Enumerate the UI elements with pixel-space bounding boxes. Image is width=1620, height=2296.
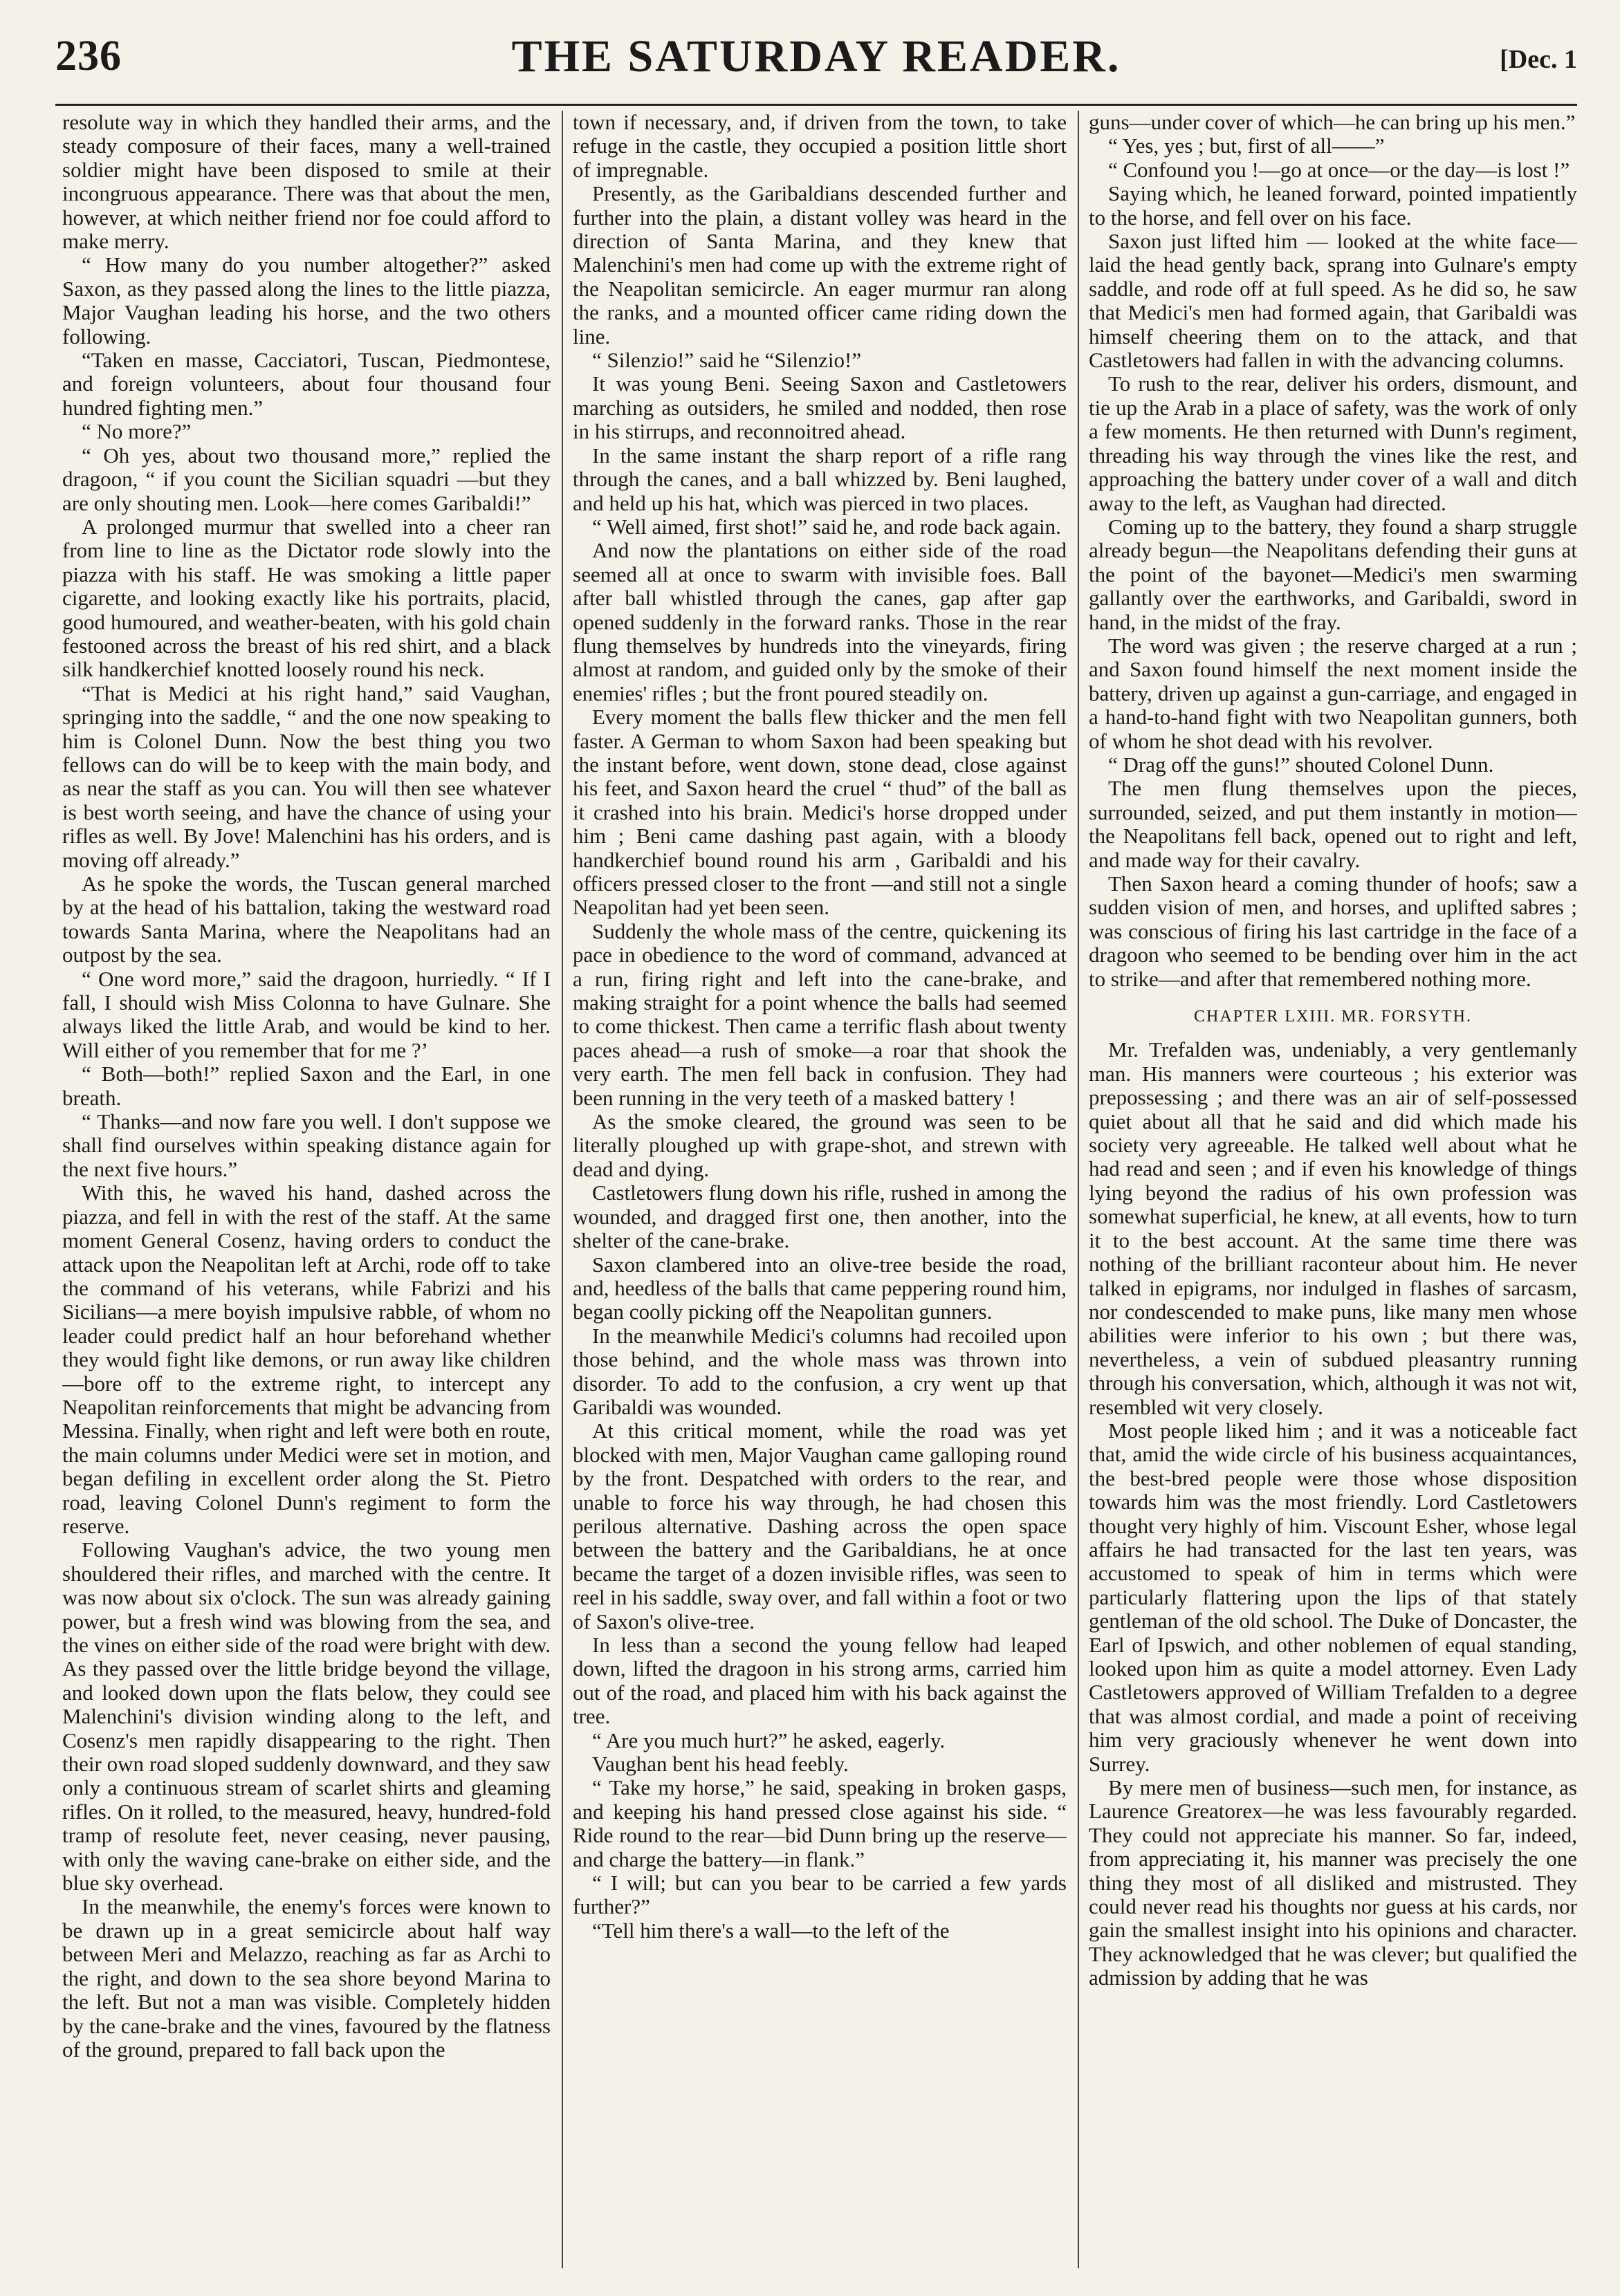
- paragraph: town if necessary, and, if driven from the town, to take refuge in the castle, they occupied a position little short of impregnable.: [573, 111, 1067, 182]
- paragraph: “ Drag off the guns!” shouted Colonel Dunn.: [1108, 752, 1494, 777]
- paragraph: As the smoke cleared, the ground was seen to be literally ploughed up with grape-shot, and strewn with dead and dying.: [573, 1109, 1067, 1181]
- paragraph: Vaughan bent his head feebly.: [592, 1752, 849, 1777]
- column-3-new-chapter: [1089, 1038, 1577, 1990]
- paragraph: “Taken en masse, Cacciatori, Tuscan, Piedmontese, and foreign volunteers, about four thousand four hundred fighting men.”: [62, 348, 551, 420]
- newspaper-title: THE SATURDAY READER.: [511, 31, 1121, 82]
- paragraph: By mere men of business—such men, for instance, as Laurence Greatorex—he was less favourably regarded. They could not appreciate his manner. So far, indeed, from appreciating it, his manner was precisely the one thing they most of all disliked and mistrusted. They could never read his thoughts nor guess at his cards, nor gain the smallest insight into his opinions and character. They acknowledged that he was clever; but qualified the admission by adding that he was: [1089, 1775, 1577, 1990]
- paragraph: To rush to the rear, deliver his orders, dismount, and tie up the Arab in a place of safety, was the work of only a few moments. He then returned with Dunn's regiment, threading his way through the vines like the rest, and approaching the battery under cover of a wall and ditch away to the left, as Vaughan had directed.: [1089, 371, 1577, 515]
- column-3: [1089, 111, 1577, 2275]
- paragraph: Then Saxon heard a coming thunder of hoofs; saw a sudden vision of men, and horses, and uplifted sabres ; was conscious of firing his last cartridge in the face of a dragoon who seemed to be bending over him in the act to strike—and after that remembered nothing more.: [1089, 871, 1577, 991]
- paragraph: “ Yes, yes ; but, first of all——”: [1108, 133, 1385, 158]
- paragraph: “ Oh yes, about two thousand more,” replied the dragoon, “ if you count the Sicilian squadri —but they are only shouting men. Look—here comes Garibaldi!”: [62, 443, 551, 515]
- column-divider: [1078, 111, 1079, 2268]
- paragraph: Coming up to the battery, they found a sharp struggle already begun—the Neapolitans defending their guns at the point of the bayonet—Medici's men swarming gallantly over the earthworks, and Garibaldi, sword in hand, in the midst of the fray.: [1089, 514, 1577, 634]
- paragraph: Castletowers flung down his rifle, rushed in among the wounded, and dragged first one, then another, into the shelter of the cane-brake.: [573, 1181, 1067, 1253]
- paragraph: As he spoke the words, the Tuscan general marched by at the head of his battalion, taking the westward road towards Santa Marina, where the Neapolitans had an outpost by the sea.: [62, 871, 551, 968]
- paragraph: “Tell him there's a wall—to the left of the: [592, 1918, 950, 1943]
- paragraph: In less than a second the young fellow had leaped down, lifted the dragoon in his strong arms, carried him out of the road, and placed him with his back against the tree.: [573, 1633, 1067, 1729]
- paragraph: “ No more?”: [82, 419, 192, 444]
- paragraph: Every moment the balls flew thicker and the men fell faster. A German to whom Saxon had been speaking but the instant before, went down, stone dead, close against his feet, and Saxon heard the cruel “ thud” of the ball as it crashed into his brain. Medici's horse dropped under him ; Beni came dashing past again, with a bloody handkerchief bound round his arm , Garibaldi and his officers pressed closer to the front —and still not a single Neapolitan had yet been seen.: [573, 705, 1067, 920]
- paragraph: And now the plantations on either side of the road seemed all at once to swarm with invisible foes. Ball after ball whistled through the canes, gap after gap opened suddenly in the forward ranks. Those in the rear flung themselves by hundreds into the vineyards, firing almost at random, and guided only by the smoke of their enemies' rifles ; but the front poured steadily on.: [573, 538, 1067, 705]
- paragraph: The men flung themselves upon the pieces, surrounded, seized, and put them instantly in motion—the Neapolitans fell back, opened out to right and left, and made way for their cavalry.: [1089, 776, 1577, 872]
- paragraph: “ Confound you !—go at once—or the day—is lost !”: [1108, 157, 1570, 182]
- column-divider: [562, 111, 563, 2268]
- paragraph: “ How many do you number altogether?” asked Saxon, as they passed along the lines to the little piazza, Major Vaughan leading his horse, and the two others following.: [62, 252, 551, 349]
- paragraph: Following Vaughan's advice, the two young men shouldered their rifles, and marched with the centre. It was now about six o'clock. The sun was already gaining power, but a fresh wind was blowing from the sea, and the vines on either side of the road were bright with dew. As they passed over the little bridge beyond the village, and looked down upon the flats below, they could see Malenchini's division winding along to the left, and Cosenz's men rapidly disappearing to the right. Then their own road sloped suddenly downward, and they saw only a continuous stream of scarlet shirts and gleaming rifles. On it rolled, to the measured, heavy, hundred-fold tramp of resolute feet, never ceasing, never pausing, with only the waving cane-brake on either side, and the blue sky overhead.: [62, 1537, 551, 1896]
- paragraph: In the meanwhile, the enemy's forces were known to be drawn up in a great semicircle about half way between Meri and Melazzo, reaching as far as Archi to the right, and down to the sea shore beyond Marina to the left. But not a man was visible. Completely hidden by the cane-brake and the vines, favoured by the flatness of the ground, prepared to fall back upon the: [62, 1894, 551, 2062]
- paragraph: Saxon just lifted him — looked at the white face—laid the head gently back, sprang into Gulnare's empty saddle, and rode off at full speed. As he did so, he saw that Medici's men had formed again, that Garibaldi was himself cheering them on to the attack, and that Castletowers had fallen in with the advancing columns.: [1089, 229, 1577, 373]
- page-header: [55, 28, 1577, 97]
- paragraph: Most people liked him ; and it was a noticeable fact that, amid the wide circle of his business acquaintances, the best-bred people were those whose disposition towards him was the most friendly. Lord Castletowers thought very highly of him. Viscount Esher, whose legal affairs he had transacted for the last ten years, was accustomed to speak of him in terms which were particularly flattering upon the lips of that stately gentleman of the old school. The Duke of Doncaster, the Earl of Ipswich, and other noblemen of equal standing, looked upon him as quite a model attorney. Even Lady Castletowers approved of William Trefalden to a degree that was almost cordial, and made a point of receiving him very graciously whenever he went down into Surrey.: [1089, 1418, 1577, 1776]
- paragraph: It was young Beni. Seeing Saxon and Castletowers marching as outsiders, he smiled and nodded, then rose in his stirrups, and reconnoitred ahead.: [573, 371, 1067, 444]
- issue-date: [Dec. 1: [1500, 45, 1577, 74]
- paragraph: Mr. Trefalden was, undeniably, a very gentlemanly man. His manners were courteous ; his exterior was prepossessing ; and there was an air of self-possessed quiet about all that he said and did which made his society very agreeable. He talked well about what he had read and seen ; and if even his knowledge of things lying beyond the radius of his own profession was somewhat superficial, he knew, at all events, how to turn it to the best account. At the same time there was nothing of the brilliant raconteur about him. He never talked in epigrams, nor indulged in flashes of sarcasm, nor condescended to make puns, like many men whose abilities were inferior to his own ; but there was, nevertheless, a vein of subdued pleasantry running through his conversation, which, although it was not wit, resembled wit very closely.: [1089, 1037, 1577, 1419]
- paragraph: Presently, as the Garibaldians descended further and further into the plain, a distant volley was heard in the direction of Santa Marina, and they knew that Malenchini's men had come up with the extreme right of the Neapolitan semicircle. An eager murmur ran along the ranks, and a mounted officer came riding down the line.: [573, 181, 1067, 349]
- paragraph: In the same instant the sharp report of a rifle rang through the canes, and a ball whizzed by. Beni laughed, and held up his hat, which was pierced in two places.: [573, 443, 1067, 515]
- paragraph: With this, he waved his hand, dashed across the piazza, and fell in with the rest of the staff. At the same moment General Cosenz, having orders to conduct the attack upon the Neapolitan left at Archi, rode off to take the command of his veterans, while Fabrizi and his Sicilians—a mere boyish impulsive rabble, of whom no leader could predict half an hour beforehand whether they would fight like demons, or run away like children—bore off to the extreme right, to intercept any Neapolitan reinforcements that might be advancing from Messina. Finally, when right and left were both en route, the main columns under Medici were set in motion, and began defiling in excellent order along the St. Pietro road, leaving Colonel Dunn's regiment to form the reserve.: [62, 1181, 551, 1538]
- paragraph: “ Silenzio!” said he “Silenzio!”: [592, 348, 862, 373]
- column-1: [62, 111, 551, 2275]
- paragraph: resolute way in which they handled their arms, and the steady composure of their faces, many a well-trained soldier might have been disposed to smile at their incongruous appearance. There was that about the men, however, at which neither friend nor foe could afford to make merry.: [62, 111, 551, 254]
- paragraph: “ Take my horse,” he said, speaking in broken gasps, and keeping his hand pressed close against his side. “ Ride round to the rear—bid Dunn bring up the reserve—and charge the battery—in flank.”: [573, 1775, 1067, 1871]
- chapter-heading: CHAPTER LXIII. MR. FORSYTH.: [1193, 1008, 1473, 1026]
- paragraph: A prolonged murmur that swelled into a cheer ran from line to line as the Dictator rode slowly into the piazza with his staff. He was smoking a little paper cigarette, and looking exactly like his portraits, placid, good humoured, and weather-beaten, with his gold chain festooned across the breast of his red shirt, and a black silk handkerchief knotted loosely round his neck.: [62, 514, 551, 682]
- paragraph: At this critical moment, while the road was yet blocked with men, Major Vaughan came galloping round by the front. Despatched with orders to the rear, and unable to force his way through, he had chosen this perilous alternative. Dashing across the open space between the battery and the Garibaldians, he at once became the target of a dozen invisible rifles, was seen to reel in his saddle, sway over, and fall within a foot or two of Saxon's olive-tree.: [573, 1418, 1067, 1633]
- paragraph: Saxon clambered into an olive-tree beside the road, and, heedless of the balls that came peppering round him, began coolly picking off the Neapolitan gunners.: [573, 1252, 1067, 1324]
- header-rule: [55, 104, 1577, 106]
- paragraph: “ Well aimed, first shot!” said he, and rode back again.: [592, 514, 1061, 539]
- paragraph: guns—under cover of which—he can bring up his men.”: [1089, 111, 1576, 134]
- paragraph: The word was given ; the reserve charged at a run ; and Saxon found himself the next moment inside the battery, driven up against a gun-carriage, and engaged in a hand-to-hand fight with two Neapolitan gunners, both of whom he shot dead with his revolver.: [1089, 633, 1577, 753]
- paragraph: In the meanwhile Medici's columns had recoiled upon those behind, and the whole mass was thrown into disorder. To add to the confusion, a cry went up that Garibaldi was wounded.: [573, 1323, 1067, 1419]
- paragraph: “ Both—both!” replied Saxon and the Earl, in one breath.: [62, 1062, 551, 1110]
- paragraph: Saying which, he leaned forward, pointed impatiently to the horse, and fell over on his face.: [1089, 181, 1577, 230]
- paragraph: “ I will; but can you bear to be carried a few yards further?”: [573, 1871, 1067, 1919]
- paragraph: “ One word more,” said the dragoon, hurriedly. “ If I fall, I should wish Miss Colonna to have Gulnare. She always liked the little Arab, and would be kind to her. Will either of you remember that for me ?’: [62, 966, 551, 1062]
- paragraph: “ Thanks—and now fare you well. I don't suppose we shall find ourselves within speaking distance again for the next five hours.”: [62, 1109, 551, 1181]
- paragraph: Suddenly the whole mass of the centre, quickening its pace in obedience to the word of command, advanced at a run, firing right and left into the cane-brake, and making straight for a point whence the balls had seemed to come thickest. Then came a terrific flash about twenty paces ahead—a rush of smoke—a roar that shook the very earth. The men fell back in confusion. They had been running in the very teeth of a masked battery !: [573, 918, 1067, 1110]
- paragraph: “That is Medici at his right hand,” said Vaughan, springing into the saddle, “ and the one now speaking to him is Colonel Dunn. Now the best thing you two fellows can do will be to keep with the main body, and as near the staff as you can. You will then see whatever is best worth seeing, and have the chance of using your rifles as well. By Jove! Malenchini has his orders, and is moving off already.”: [62, 681, 551, 872]
- column-2: [573, 111, 1067, 2275]
- paragraph: “ Are you much hurt?” he asked, eagerly.: [592, 1728, 946, 1752]
- page-number: 236: [55, 33, 122, 80]
- column-3-story-end: [1089, 111, 1577, 991]
